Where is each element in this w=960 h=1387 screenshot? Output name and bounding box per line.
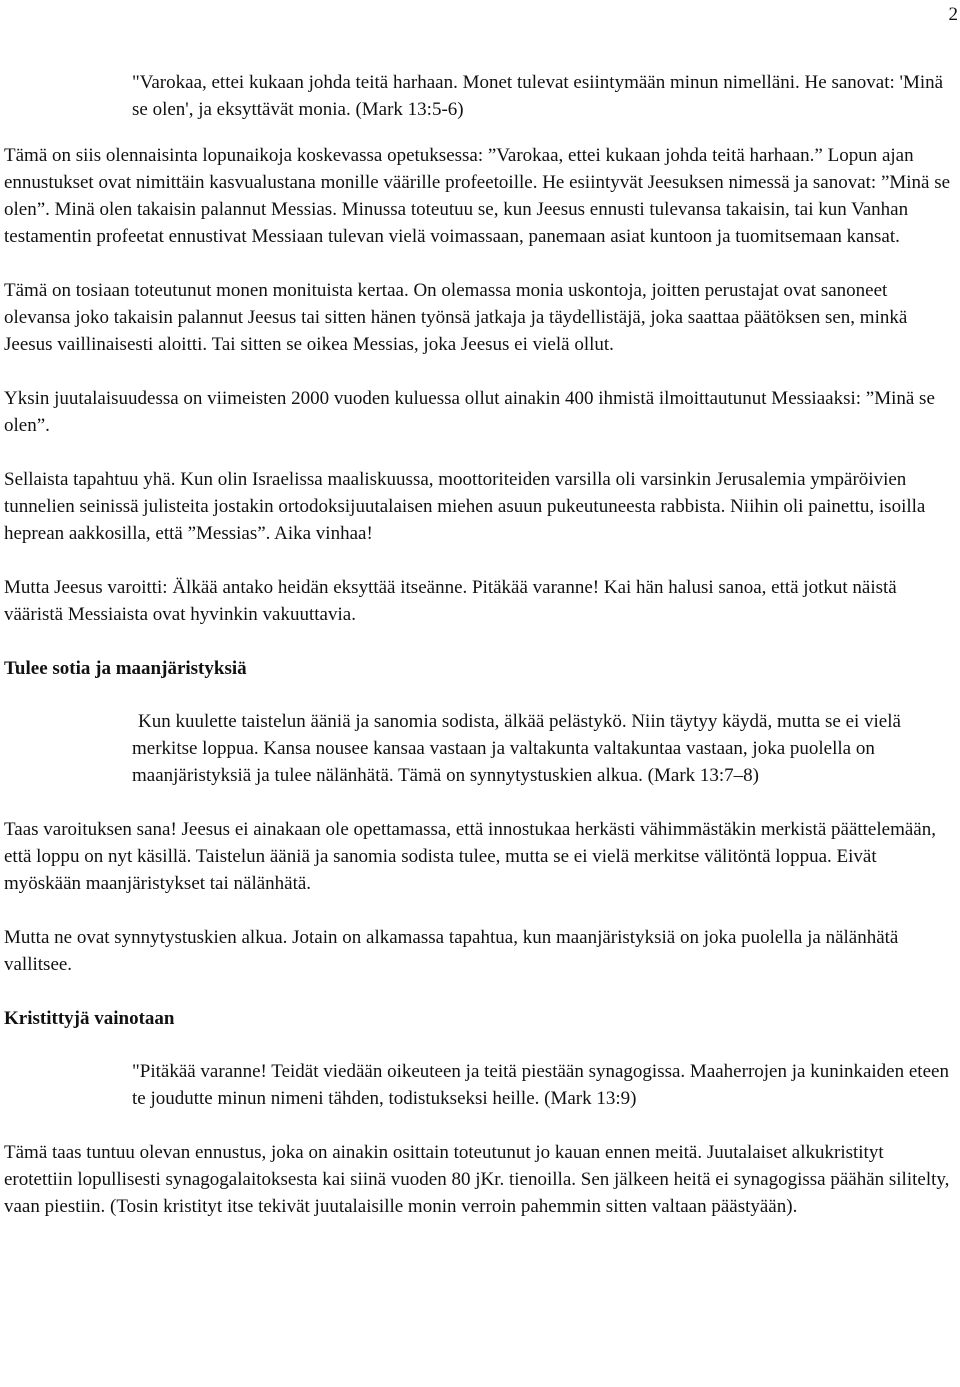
paragraph-fulfilled: Tämä on tosiaan toteutunut monen monituista kertaa. On olemassa monia uskontoja, joitten perustajat ovat sanoneet olevansa joko takaisin palannut Jeesus tai sitten hänen työnsä jatkaja ja täydellistäjä, joka saattaa päätöksen sen, minkä Jeesus vaillinaisesti aloitti. Tai sitten se oikea Messias, joka Jeesus ei vielä ollut. [4, 280, 908, 355]
section-heading-persecution: Kristittyjä vainotaan [4, 1008, 175, 1029]
paragraph-birth-pains: Mutta ne ovat synnytystuskien alkua. Jotain on alkamassa tapahtua, kun maanjäristyksiä on joka puolella ja nälänhätä vallitsee. [4, 927, 899, 975]
paragraph-jesus-warned: Mutta Jeesus varoitti: Älkää antako heidän eksyttää itseänne. Pitäkää varanne! Kai hän halusi sanoa, että jotkut näistä vääristä Messiaista ovat hyvinkin vakuuttavia. [4, 577, 897, 625]
scripture-quote-mark-13-5: "Varokaa, ettei kukaan johda teitä harhaan. Monet tulevat esiintymään minun nimelläni. He sanovat: 'Minä se olen', ja eksyttävät monia. (Mark 13:5-6) [132, 72, 944, 120]
paragraph-intro-part-2: Minussa toteutuu se, kun Jeesus ennusti tulevansa takaisin, tai kun Vanhan testamentin profeetat ennustivat Messiaan tulevan vielä voimassaan, panemaan asiat kuntoon ja tuomitsemaan kansat. [4, 199, 909, 247]
page-number: 2 [948, 4, 958, 25]
paragraph-early-christians: Tämä taas tuntuu olevan ennustus, joka on ainakin osittain toteutunut jo kauan ennen meitä. Juutalaiset alkukristityt erotettiin lopullisesti synagogalaitoksesta kai siinä vuoden 80 jKr. tienoilla. Sen jälkeen heitä ei synagogissa päähän silitelty, vaan piestiin. (Tosin kristityt itse tekivät juutalaisille monin verroin pahemmin sitten valtaan päästyään). [4, 1142, 950, 1217]
section-heading-wars: Tulee sotia ja maanjäristyksiä [4, 658, 247, 679]
document-body [4, 69, 956, 1220]
paragraph-intro-part-1: Tämä on siis olennaisinta lopunaikoja koskevassa opetuksessa: ”Varokaa, ettei kukaan johda teitä harhaan.” Lopun ajan ennustukset ovat nimittäin kasvualustana monille väärille profeetoille. He esiintyvät Jeesuksen nimessä ja sanovat: ”Minä se olen”. Minä olen takaisin palannut Messias. [4, 145, 951, 220]
scripture-quote-mark-13-9: "Pitäkää varanne! Teidät viedään oikeuteen ja teitä piestään synagogissa. Maaherrojen ja kuninkaiden eteen te joudutte minun nimeni tähden, todistukseksi heille. (Mark 13:9) [132, 1061, 949, 1109]
scripture-quote-mark-13-7: Kun kuulette taistelun ääniä ja sanomia sodista, älkää pelästykö. Niin täytyy käydä, mutta se ei vielä merkitse loppua. Kansa nousee kansaa vastaan ja valtakunta valtakuntaa vastaan, joka puolella on maanjäristyksiä ja tulee nälänhätä. Tämä on synnytystuskien alkua. (Mark 13:7–8) [132, 711, 901, 786]
paragraph-intro [4, 142, 956, 250]
paragraph-warning-again: Taas varoituksen sana! Jeesus ei ainakaan ole opettamassa, että innostukaa herkästi vähimmästäkin merkistä päättelemään, että loppu on nyt käsillä. Taistelun ääniä ja sanomia sodista tulee, mutta se ei vielä merkitse välitöntä loppua. Eivät myöskään maanjäristykset tai nälänhätä. [4, 819, 936, 894]
paragraph-judaism-messiahs: Yksin juutalaisuudessa on viimeisten 2000 vuoden kuluessa ollut ainakin 400 ihmistä ilmoittautunut Messiaaksi: ”Minä se olen”. [4, 388, 935, 436]
paragraph-israel-posters: Sellaista tapahtuu yhä. Kun olin Israelissa maaliskuussa, moottoriteiden varsilla oli varsinkin Jerusalemia ympäröivien tunnelien seinissä julisteita jostakin ortodoksijuutalaisen miehen asuun pukeutuneesta rabbista. Niihin oli painettu, isoilla heprean aakkosilla, että ”Messias”. Aika vinhaa! [4, 469, 926, 544]
